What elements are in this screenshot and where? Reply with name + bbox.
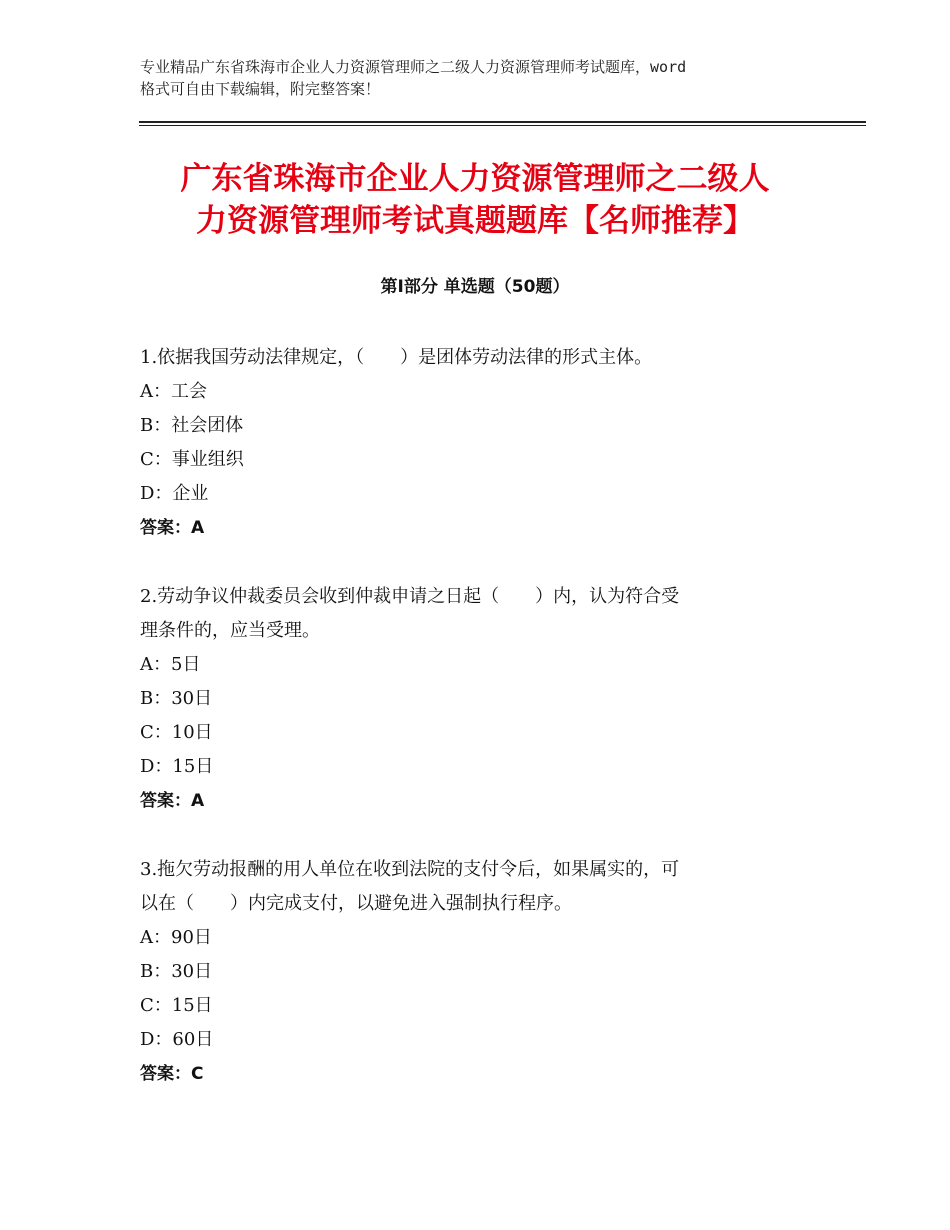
header-note xyxy=(140,56,830,100)
header-divider-thick xyxy=(139,121,866,123)
option-a: A：5日 xyxy=(140,654,201,675)
question-1 xyxy=(140,341,820,545)
option-d: D：15日 xyxy=(140,756,214,777)
question-text-continued: 理条件的，应当受理。 xyxy=(140,620,320,641)
option-c: C：15日 xyxy=(140,995,213,1016)
header-note-line-2: 格式可自由下载编辑，附完整答案！ xyxy=(140,80,381,98)
section-title: 第Ⅰ部分 单选题（50题） xyxy=(380,277,570,297)
answer: 答案：C xyxy=(140,1064,204,1084)
answer: 答案：A xyxy=(140,518,205,538)
answer: 答案：A xyxy=(140,791,205,811)
header-divider-thin xyxy=(139,125,866,126)
document-title-line-1: 广东省珠海市企业人力资源管理师之二级人 xyxy=(180,161,770,197)
question-text: 3.拖欠劳动报酬的用人单位在收到法院的支付令后，如果属实的，可 xyxy=(140,859,680,880)
question-text: 2.劳动争议仲裁委员会收到仲裁申请之日起（ ）内，认为符合受 xyxy=(140,586,680,607)
header-note-line-1: 专业精品广东省珠海市企业人力资源管理师之二级人力资源管理师考试题库，word xyxy=(140,58,687,76)
question-text-continued: 以在（ ）内完成支付，以避免进入强制执行程序。 xyxy=(140,893,572,914)
option-a: A：工会 xyxy=(140,381,207,402)
document-title-line-2: 力资源管理师考试真题题库【名师推荐】 xyxy=(196,203,754,239)
question-2 xyxy=(140,580,820,818)
question-3 xyxy=(140,853,820,1091)
option-d: D：60日 xyxy=(140,1029,214,1050)
option-b: B：30日 xyxy=(140,688,213,709)
option-d: D：企业 xyxy=(140,483,209,504)
document-title xyxy=(110,158,840,242)
option-b: B：30日 xyxy=(140,961,213,982)
question-text: 1.依据我国劳动法律规定，（ ）是团体劳动法律的形式主体。 xyxy=(140,347,653,368)
option-a: A：90日 xyxy=(140,927,212,948)
option-c: C：事业组织 xyxy=(140,449,244,470)
option-c: C：10日 xyxy=(140,722,213,743)
option-b: B：社会团体 xyxy=(140,415,244,436)
